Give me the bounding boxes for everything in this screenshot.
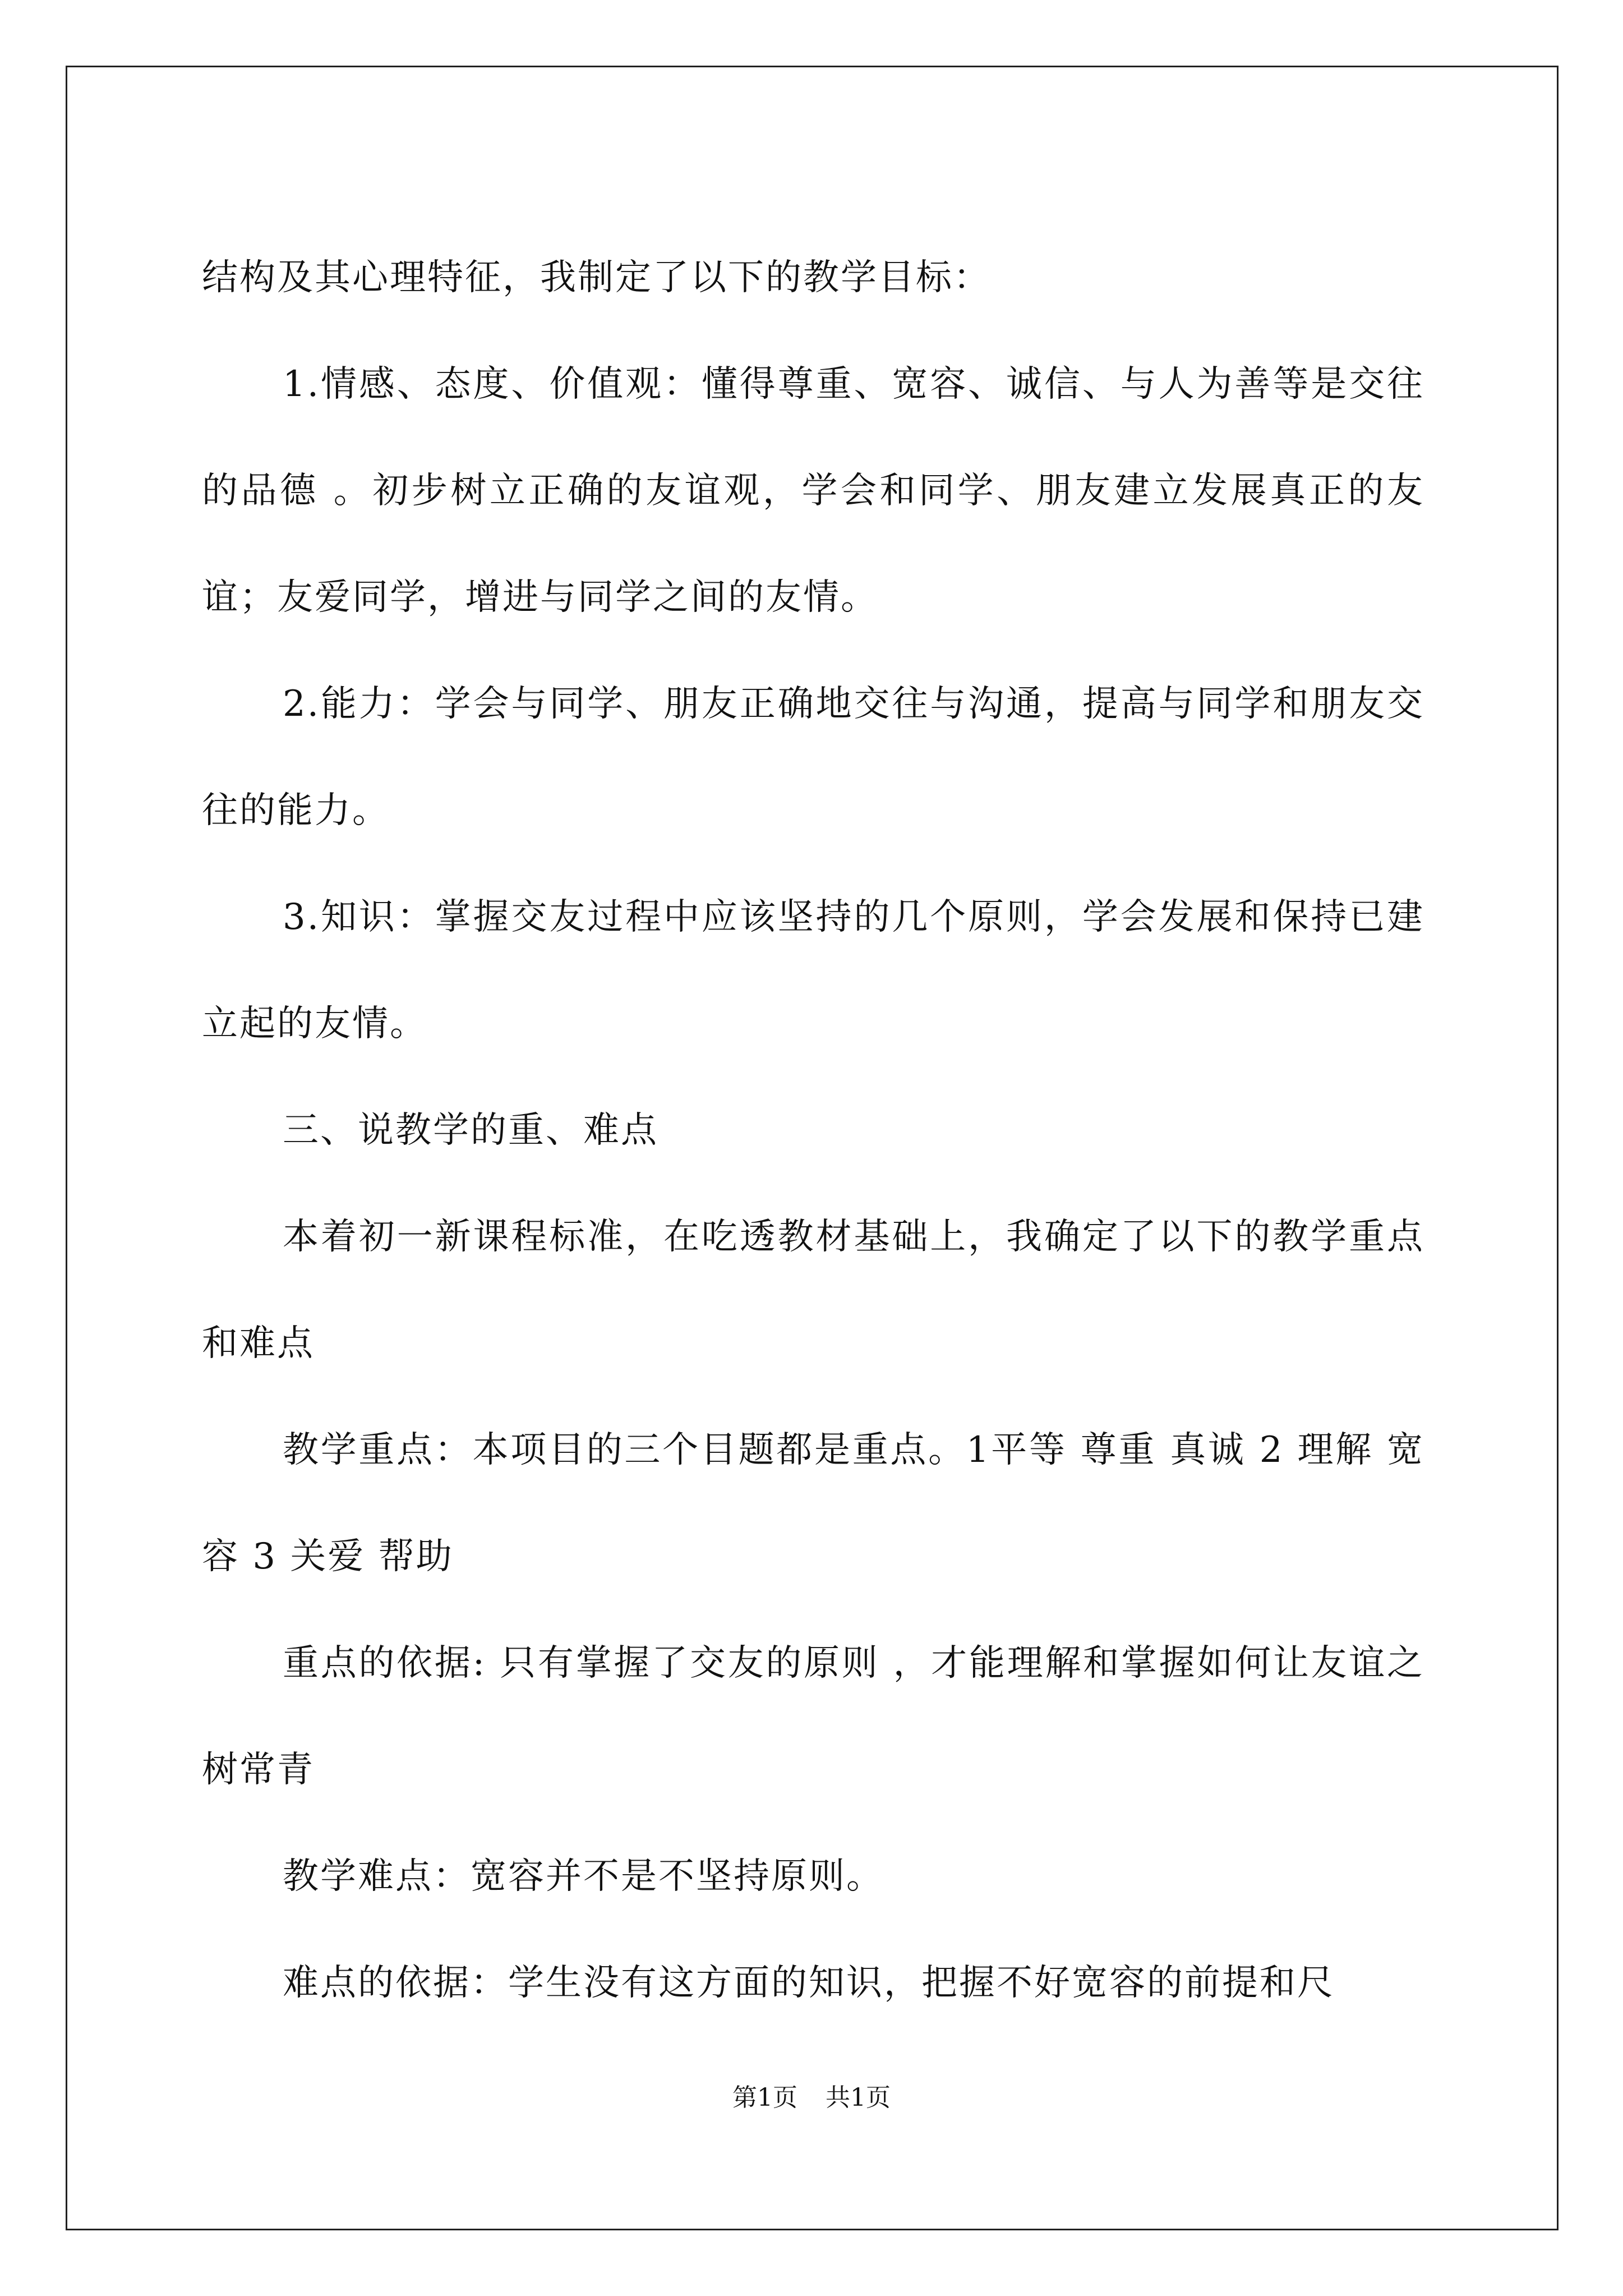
paragraph-goal-knowledge: 3.知识：掌握交友过程中应该坚持的几个原则，学会发展和保持已建立起的友情。 [202,896,1424,1045]
paragraph-difficulty-basis: 难点的依据：学生没有这方面的知识，把握不好宽容的前提和尺 [283,1962,1335,2004]
document-body [202,224,1424,2036]
page-total: 共1页 [826,2083,891,2112]
paragraph-goal-ability: 2.能力：学会与同学、朋友正确地交往与沟通，提高与同学和朋友交往的能力。 [202,683,1424,831]
paragraph-continuation: 结构及其心理特征，我制定了以下的教学目标： [202,257,991,298]
page-number: 第1页 [732,2083,797,2112]
paragraph-key-points: 教学重点：本项目的三个目题都是重点。1平等 尊重 真诚 2 理解 宽容 3 关爱 帮助 [202,1429,1424,1577]
paragraph-standard: 本着初一新课程标准，在吃透教材基础上，我确定了以下的教学重点和难点 [202,1216,1424,1364]
paragraph-difficulty: 教学难点：宽容并不是不坚持原则。 [283,1856,884,1897]
section-heading: 三、说教学的重、难点 [283,1110,658,1151]
paragraph-key-basis: 重点的依据: 只有掌握了交友的原则 ，才能理解和掌握如何让友谊之树常青 [202,1642,1424,1791]
page-footer [0,2081,1623,2115]
paragraph-goal-emotion: 1.情感、态度、价值观：懂得尊重、宽容、诚信、与人为善等是交往的品德 。初步树立正确的友谊观，学会和同学、朋友建立发展真正的友谊；友爱同学，增进与同学之间的友情。 [202,364,1424,618]
